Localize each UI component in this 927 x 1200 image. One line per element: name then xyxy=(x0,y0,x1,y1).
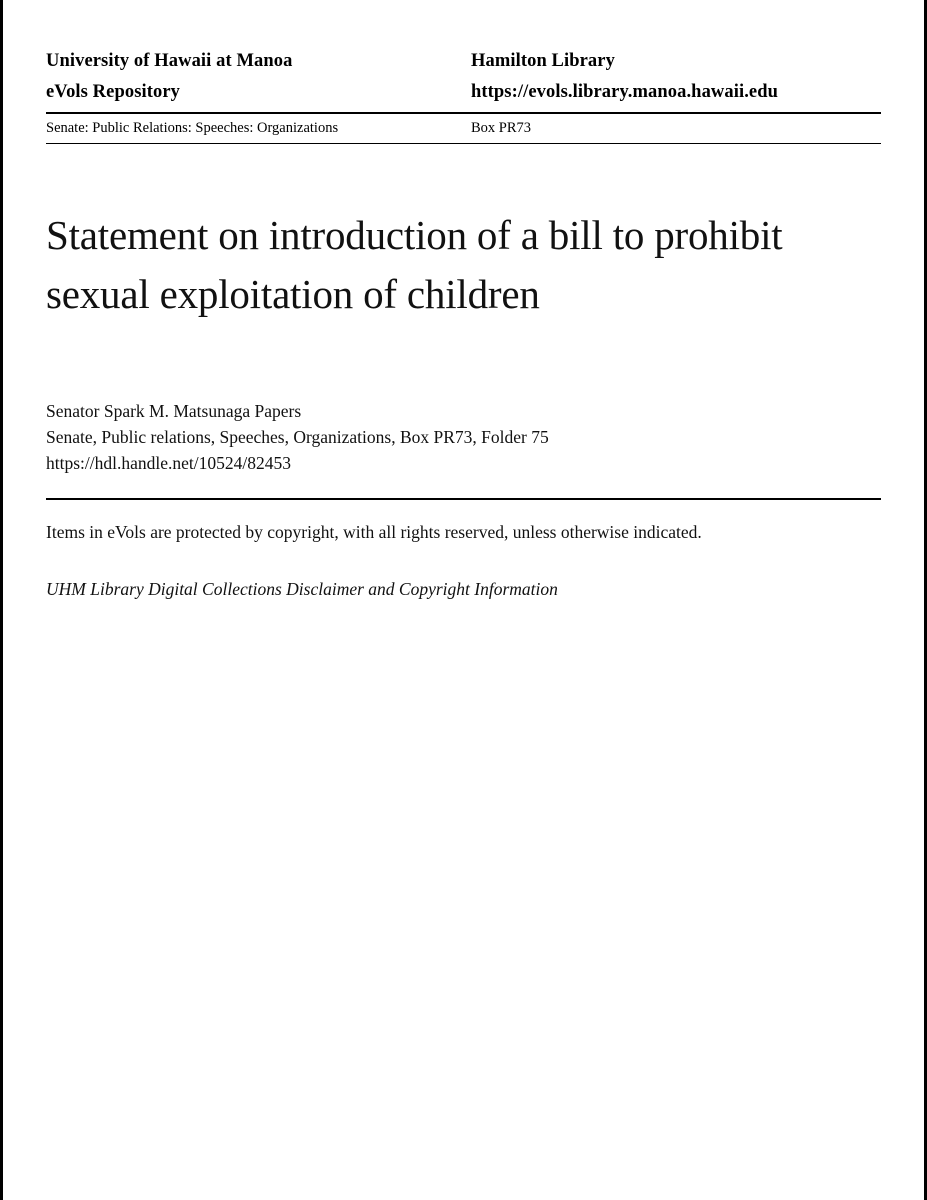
citation-handle[interactable]: https://hdl.handle.net/10524/82453 xyxy=(46,453,291,473)
citation-block xyxy=(46,398,881,476)
repository-name: eVols Repository xyxy=(46,82,181,102)
page-border-left xyxy=(0,0,3,1200)
repository-url[interactable]: https://evols.library.manoa.hawaii.edu xyxy=(471,82,779,102)
citation-collection: Senator Spark M. Matsunaga Papers xyxy=(46,401,302,421)
page-content xyxy=(46,0,881,602)
collection-path: Senate: Public Relations: Speeches: Organizations xyxy=(46,120,339,136)
citation-series: Senate, Public relations, Speeches, Organizations, Box PR73, Folder 75 xyxy=(46,427,549,447)
header-row-collection xyxy=(46,114,881,143)
disclaimer-link[interactable]: UHM Library Digital Collections Disclaimer and Copyright Information xyxy=(46,579,558,599)
rights-statement: Items in eVols are protected by copyright, with all rights reserved, unless otherwise indicated. xyxy=(46,522,702,542)
document-header xyxy=(46,0,881,144)
page-title: Statement on introduction of a bill to prohibit sexual exploitation of children xyxy=(46,212,783,317)
library-name: Hamilton Library xyxy=(471,51,615,71)
rights-divider xyxy=(46,498,881,500)
box-label: Box PR73 xyxy=(471,120,532,136)
institution-name: University of Hawaii at Manoa xyxy=(46,51,293,71)
header-divider-bottom xyxy=(46,143,881,144)
header-row-primary xyxy=(46,46,881,76)
header-row-secondary xyxy=(46,77,881,107)
